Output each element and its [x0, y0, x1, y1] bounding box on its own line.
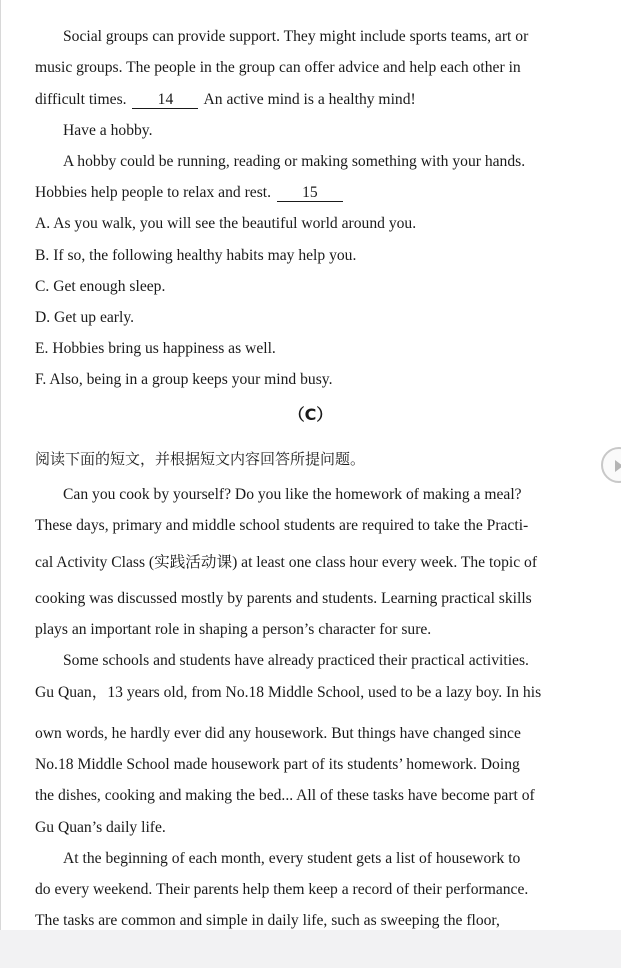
answer-blank-15: 15: [277, 184, 343, 202]
passage-line: The tasks are common and simple in daily life, such as sweeping the floor,: [35, 912, 500, 929]
paragraph-text: An active mind is a healthy mind!: [203, 91, 416, 108]
passage-line: Gu Quan’s daily life.: [35, 819, 166, 836]
passage-line: At the beginning of each month, every student gets a list of housework to: [63, 850, 521, 867]
option-d: D. Get up early.: [35, 309, 135, 326]
passage-line: do every weekend. Their parents help them keep a record of their performance.: [35, 881, 529, 898]
passage-line: Can you cook by yourself? Do you like the homework of making a meal?: [63, 486, 522, 503]
passage-line: own words, he hardly ever did any housework. But things have changed since: [35, 725, 521, 742]
subheading: Have a hobby.: [63, 122, 153, 139]
footer-bar: [0, 930, 621, 968]
option-c: C. Get enough sleep.: [35, 278, 166, 295]
page-left-border: [0, 0, 1, 930]
passage-line: cal Activity Class (实践活动课) at least one class hour every week. The topic of: [35, 554, 538, 571]
paragraph-line: [35, 183, 345, 203]
option-e: E. Hobbies bring us happiness as well.: [35, 340, 276, 357]
passage-line: Some schools and students have already practiced their practical activities.: [63, 652, 529, 669]
option-b: B. If so, the following healthy habits may help you.: [35, 247, 357, 264]
passage-line: cooking was discussed mostly by parents and students. Learning practical skills: [35, 590, 532, 607]
paragraph-text: Hobbies help people to relax and rest.: [35, 184, 272, 201]
passage-line: the dishes, cooking and making the bed... All of these tasks have become part of: [35, 787, 535, 804]
paragraph-line: music groups. The people in the group can offer advice and help each other in: [35, 59, 521, 76]
play-icon: [615, 460, 621, 472]
passage-line: These days, primary and middle school students are required to take the Practi-: [35, 517, 529, 534]
paragraph-line: Social groups can provide support. They might include sports teams, art or: [63, 28, 529, 45]
passage-line: Gu Quan，13 years old, from No.18 Middle School, used to be a lazy boy. In his: [35, 684, 542, 701]
option-a: A. As you walk, you will see the beautiful world around you.: [35, 215, 417, 232]
paragraph-line: [35, 90, 416, 110]
passage-line: plays an important role in shaping a person’s character for sure.: [35, 621, 432, 638]
answer-blank-14: 14: [132, 91, 198, 109]
paragraph-text: difficult times.: [35, 91, 127, 108]
section-title: （C）: [288, 405, 333, 424]
passage-line: No.18 Middle School made housework part of its students’ homework. Doing: [35, 756, 520, 773]
paragraph-line: A hobby could be running, reading or making something with your hands.: [63, 153, 526, 170]
option-f: F. Also, being in a group keeps your mind busy.: [35, 371, 333, 388]
instruction: 阅读下面的短文，并根据短文内容回答所提问题。: [35, 450, 366, 468]
